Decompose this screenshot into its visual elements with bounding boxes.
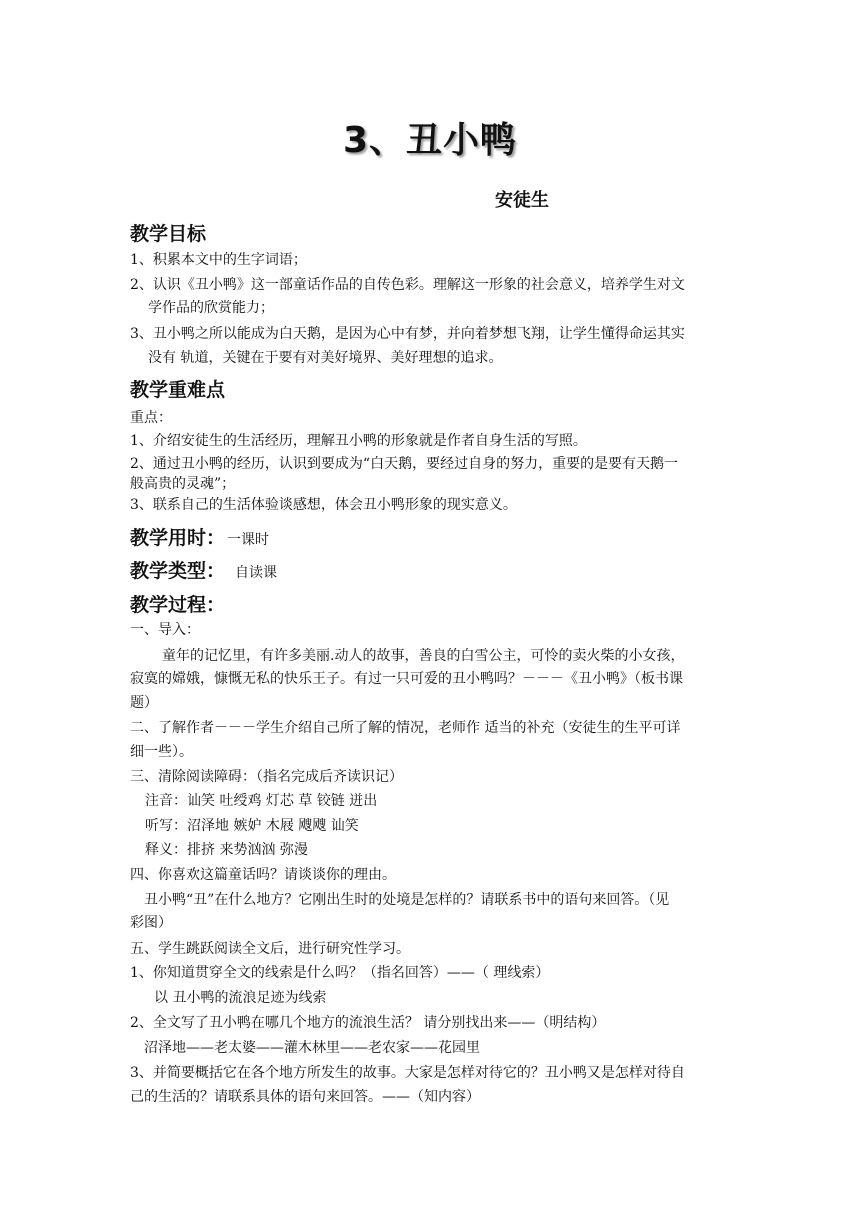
key-point-line: 重点：: [130, 410, 172, 426]
goal-line: 3、丑小鸭之所以能成为白天鹅，是因为心中有梦，并向着梦想飞翔，让学生懂得命运其实: [130, 326, 685, 342]
heading-teaching-goals: 教学目标: [130, 223, 207, 245]
process-line: 以 丑小鸭的流浪足迹为线索: [154, 990, 327, 1006]
process-line: 3、并简要概括它在各个地方所发生的故事。大家是怎样对待它的？丑小鸭又是怎样对待自: [130, 1065, 685, 1081]
process-line: 丑小鸭“丑”在什么地方？它刚出生时的处境是怎样的？请联系书中的语句来回答。（见: [144, 892, 670, 908]
process-line: 释义：排挤 来势汹汹 弥漫: [145, 842, 308, 858]
process-line: 题）: [130, 695, 158, 711]
process-line: 细一些）。: [130, 744, 193, 760]
process-line: 童年的记忆里，有许多美丽.动人的故事，善良的白雪公主，可怜的卖火柴的小女孩，: [162, 648, 685, 664]
heading-key-points: 教学重难点: [130, 379, 226, 401]
teaching-time-label: 教学用时：: [130, 527, 226, 549]
process-line: 1、你知道贯穿全文的线索是什么吗？（指名回答）——（ 理线索）: [130, 965, 550, 981]
goal-line: 1、积累本文中的生字词语；: [130, 252, 307, 268]
goal-line: 2、认识《丑小鸭》这一部童话作品的自传色彩。理解这一形象的社会意义，培养学生对文: [130, 277, 685, 293]
document-title: 3、丑小鸭: [342, 120, 518, 161]
teaching-time: [130, 523, 269, 550]
teaching-type-label: 教学类型：: [130, 560, 226, 582]
process-line: 注音：讪笑 吐绶鸡 灯芯 草 铰链 迸出: [145, 793, 378, 809]
key-point-line: 2、通过丑小鸭的经历，认识到要成为“白天鹅，要经过自身的努力，重要的是要有天鹅一: [130, 456, 679, 472]
process-line: 四、你喜欢这篇童话吗？请谈谈你的理由。: [130, 867, 396, 883]
teaching-type: [130, 556, 277, 583]
process-line: 己的生活的？请联系具体的语句来回答。——（知内容）: [130, 1089, 480, 1105]
process-line: 听写：沼泽地 嫉妒 木屐 飕飕 讪笑: [145, 818, 359, 834]
process-line: 寂寞的嫦娥，慷慨无私的快乐王子。有过一只可爱的丑小鸭吗？－－－《丑小鸭》（板书课: [130, 671, 683, 687]
key-point-line: 1、介绍安徒生的生活经历，理解丑小鸭的形象就是作者自身生活的写照。: [130, 433, 587, 449]
process-line: 五、学生跳跃阅读全文后，进行研究性学习。: [130, 941, 410, 957]
process-line: 一、导入：: [130, 622, 200, 638]
teaching-time-value: 一课时: [227, 532, 270, 548]
process-line: 2、全文写了丑小鸭在哪几个地方的流浪生活？ 请分别找出来——（明结构）: [130, 1015, 606, 1031]
key-point-line: 般高贵的灵魂”；: [130, 476, 236, 492]
process-line: 二、了解作者－－－学生介绍自己所了解的情况，老师作 适当的补充（安徒生的生平可详: [130, 720, 681, 736]
process-line: 彩图）: [130, 915, 172, 931]
process-line: 沼泽地——老太婆——灌木林里——老农家——花园里: [144, 1040, 480, 1056]
heading-teaching-process: 教学过程：: [130, 594, 226, 616]
process-line: 三、清除阅读障碍：（指名完成后齐读识记）: [130, 769, 403, 785]
goal-line: 学作品的欣赏能力；: [148, 300, 274, 316]
teaching-type-value: 自读课: [235, 565, 278, 581]
goal-line: 没有 轨道，关键在于要有对美好境界、美好理想的追求。: [148, 350, 503, 366]
author-name: 安徒生: [495, 190, 549, 211]
key-point-line: 3、联系自己的生活体验谈感想，体会丑小鸭形象的现实意义。: [130, 497, 517, 513]
